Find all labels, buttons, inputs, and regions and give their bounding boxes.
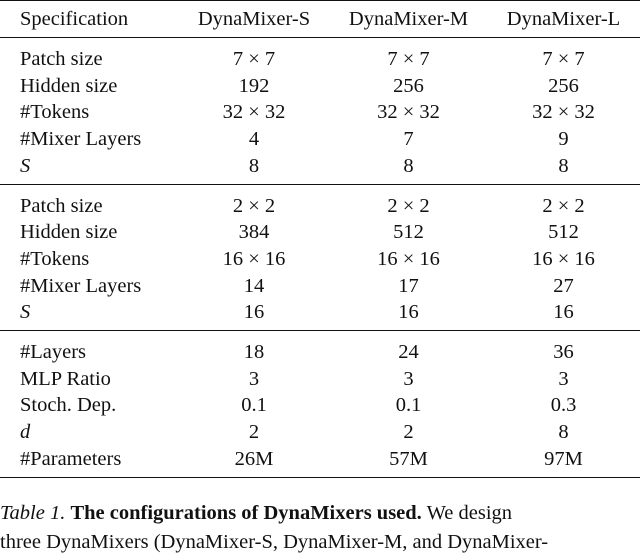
table-cell: 18 — [243, 341, 265, 364]
table-cell: 2 — [403, 421, 414, 444]
table-cell: 2 × 2 — [232, 194, 276, 217]
table-cell: 7 — [403, 128, 414, 151]
table-cell: 2 — [248, 421, 260, 444]
table-cell: 9 — [558, 128, 569, 151]
table-cell: 16 × 16 — [377, 247, 440, 270]
table-cell: 2 × 2 — [542, 194, 585, 217]
table-row — [0, 299, 640, 330]
table-row — [0, 219, 640, 246]
table-cell: 512 — [548, 221, 579, 244]
table-cell: 256 — [393, 74, 424, 97]
table-cell: 8 — [178, 153, 330, 184]
table-row — [0, 153, 640, 184]
table-caption — [0, 499, 640, 557]
table-group-3 — [0, 331, 640, 478]
table-cell: 16 — [330, 299, 487, 330]
table-cell: 3 — [248, 367, 260, 390]
row-label: Hidden size — [20, 221, 118, 244]
header-cell: DynaMixer-S — [178, 1, 330, 38]
table-cell: 3 — [403, 367, 414, 390]
row-label: S — [0, 153, 178, 184]
row-label: MLP Ratio — [20, 367, 111, 390]
table-cell: 17 — [398, 274, 419, 297]
row-label: Hidden size — [20, 74, 118, 97]
table-cell: 16 — [178, 299, 330, 330]
row-label: Patch size — [20, 194, 103, 217]
table-row — [0, 246, 640, 273]
table-row — [0, 331, 640, 366]
caption-text-line2: three DynaMixers (DynaMixer-S, DynaMixer-M, and DynaMixer- — [0, 531, 549, 553]
table-group-2 — [0, 184, 640, 331]
table-cell: 512 — [393, 221, 424, 244]
table-cell: 7 × 7 — [387, 48, 430, 70]
table-cell: 0.1 — [395, 394, 422, 417]
table-cell: 7 × 7 — [542, 48, 585, 70]
row-label: #Tokens — [20, 101, 90, 124]
table-cell: 16 × 16 — [532, 247, 595, 270]
header-cell: DynaMixer-L — [487, 1, 640, 38]
table-cell: 32 × 32 — [532, 101, 595, 124]
table-row — [0, 126, 640, 153]
header-cell: DynaMixer-M — [330, 1, 487, 38]
table-row — [0, 419, 640, 446]
row-label: #Mixer Layers — [20, 128, 142, 151]
table-row — [0, 446, 640, 477]
table-row — [0, 184, 640, 219]
table-header-row — [0, 1, 640, 38]
header-cell: Specification — [0, 1, 178, 38]
row-label: S — [0, 299, 178, 330]
table-cell: 384 — [238, 221, 270, 244]
table-row — [0, 38, 640, 73]
caption-title: The configurations of DynaMixers used. — [70, 502, 422, 524]
caption-label: Table 1. — [0, 502, 66, 524]
row-label: Stoch. Dep. — [20, 394, 117, 417]
table-row — [0, 366, 640, 393]
table-cell: 16 × 16 — [222, 247, 286, 270]
row-label: Patch size — [20, 48, 103, 70]
table-group-1 — [0, 38, 640, 185]
table-cell: 8 — [330, 153, 487, 184]
table-row — [0, 73, 640, 100]
caption-text-line1: We design — [426, 502, 513, 524]
table-cell: 24 — [398, 341, 419, 364]
table-cell: 26M — [178, 446, 330, 477]
table-cell: 7 × 7 — [232, 48, 276, 70]
table-cell: 16 — [487, 299, 640, 330]
table-cell: 57M — [330, 446, 487, 477]
table-cell: 36 — [553, 341, 574, 364]
row-label: #Layers — [20, 341, 87, 364]
row-label: d — [20, 421, 31, 444]
row-label: #Parameters — [0, 446, 178, 477]
table-cell: 4 — [248, 128, 260, 151]
table-row — [0, 273, 640, 300]
table-cell: 27 — [553, 274, 574, 297]
table-cell: 32 × 32 — [377, 101, 440, 124]
table-row — [0, 392, 640, 419]
table-cell: 256 — [548, 74, 579, 97]
table-cell: 2 × 2 — [387, 194, 430, 217]
table-cell: 14 — [243, 274, 265, 297]
table-cell: 97M — [487, 446, 640, 477]
table-cell: 8 — [487, 153, 640, 184]
table-cell: 0.1 — [241, 394, 267, 417]
row-label: #Tokens — [20, 247, 90, 270]
table-row — [0, 99, 640, 126]
table-cell: 8 — [558, 421, 569, 444]
table-cell: 0.3 — [550, 394, 577, 417]
row-label: #Mixer Layers — [20, 274, 142, 297]
table-cell: 192 — [238, 74, 270, 97]
table-cell: 32 × 32 — [222, 101, 286, 124]
table-cell: 3 — [558, 367, 569, 390]
